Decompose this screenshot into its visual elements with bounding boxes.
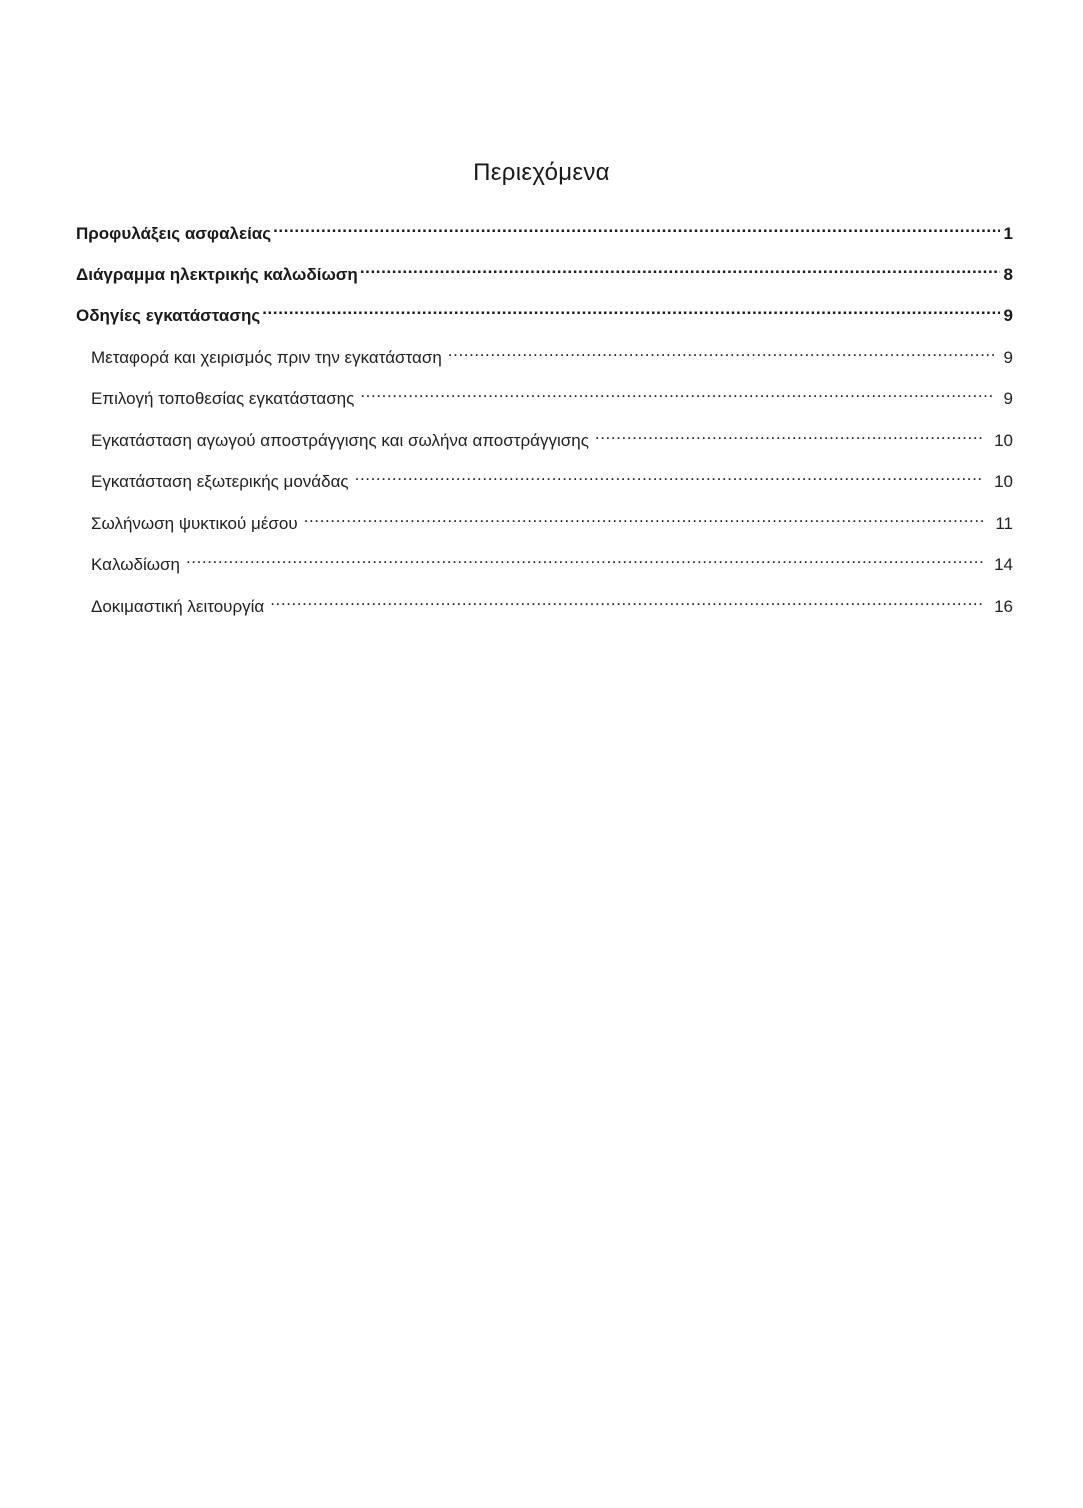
toc-dot-leader [273,215,999,239]
toc-entry-label: Σωλήνωση ψυκτικού μέσου [91,514,298,533]
toc-entry-refrigerant-piping[interactable] [91,505,1013,533]
toc-dot-leader [448,339,994,363]
toc-dot-leader [360,256,1000,280]
toc-entry-location-selection[interactable] [91,380,1013,408]
toc-dot-leader [186,546,984,570]
toc-dot-leader [595,422,984,446]
toc-dot-leader [270,588,984,612]
toc-entry-test-operation[interactable] [91,588,1013,616]
toc-page-number: 1 [1003,224,1013,243]
toc-page-number: 8 [1003,265,1013,284]
toc-entry-wiring-diagram[interactable] [76,256,1013,284]
toc-entry-wiring[interactable] [91,546,1013,574]
toc-page-number: 9 [1003,306,1013,325]
toc-entry-installation-instructions[interactable] [76,297,1013,325]
toc-dot-leader [262,297,999,321]
toc-entry-label: Επιλογή τοποθεσίας εγκατάστασης [91,389,355,408]
toc-entry-label: Προφυλάξεις ασφαλείας [76,224,272,243]
toc-entry-outdoor-unit-installation[interactable] [91,463,1013,491]
toc-entry-label: Μεταφορά και χειρισμός πριν την εγκατάσταση [91,348,442,367]
toc-entry-label: Εγκατάσταση αγωγού αποστράγγισης και σωλήνα αποστράγγισης [91,431,589,450]
toc-entry-safety-precautions[interactable] [76,215,1013,243]
toc-entry-label: Διάγραμμα ηλεκτρικής καλωδίωση [76,265,358,284]
toc-entry-transport-handling[interactable] [91,339,1013,367]
toc-page-number: 9 [1003,389,1013,408]
toc-entry-label: Καλωδίωση [91,555,180,574]
toc-entry-label: Οδηγίες εγκατάστασης [76,306,261,325]
toc-entry-label: Εγκατάσταση εξωτερικής μονάδας [91,472,349,491]
toc-page-number: 10 [994,431,1013,450]
toc-dot-leader [355,463,984,487]
toc-entry-label: Δοκιμαστική λειτουργία [91,597,265,616]
toc-page-number: 16 [994,597,1013,616]
toc-dot-leader [304,505,986,529]
toc-page-number: 11 [995,514,1013,533]
toc-entry-drain-installation[interactable] [91,422,1013,450]
toc-page-number: 14 [994,555,1013,574]
page-title: Περιεχόμενα [473,159,610,186]
toc-dot-leader [360,380,993,404]
toc-page-number: 9 [1003,348,1013,367]
toc-page-number: 10 [994,472,1013,491]
